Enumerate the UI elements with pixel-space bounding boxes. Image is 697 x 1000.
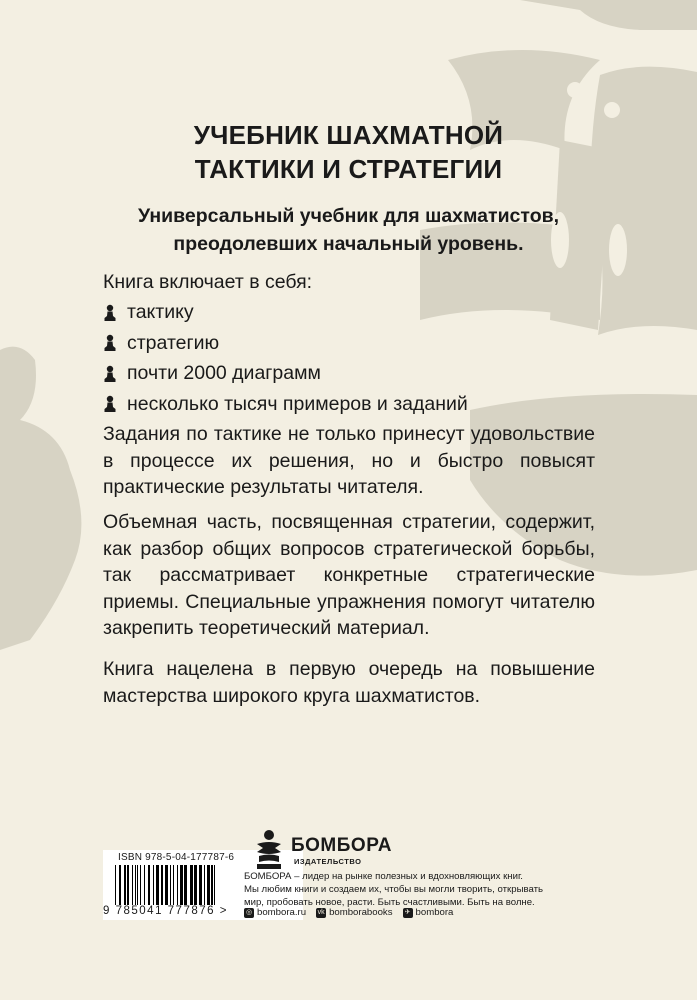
barcode [113,865,241,905]
description-line: Мы любим книги и создаем их, чтобы вы могли творить, открывать [244,884,543,895]
social-handle: bombora.ru [257,907,307,918]
barcode-bar [170,865,171,905]
publisher-description [244,870,594,909]
barcode-bar [153,865,154,905]
barcode-bar [127,865,129,905]
bombora-logo-icon [253,828,285,870]
barcode-bar [204,865,205,905]
vk-icon: vk [317,908,325,916]
social-handle: bomborabooks [329,907,393,918]
barcode-bar [214,865,215,905]
social-handle: bombora [415,907,454,918]
title-line: УЧЕБНИК ШАХМАТНОЙ [193,120,504,150]
social-telegram[interactable] [403,907,454,918]
list-item [103,358,468,389]
publisher-name: БОМБОРА [291,835,392,856]
barcode-bar [180,865,183,905]
feature-list [103,297,468,419]
description-line: мир, пробовать новое, расти. Быть счастливыми. Быть на волне. [244,897,535,908]
description-line: БОМБОРА – лидер на рынке полезных и вдохновляющих книг. [244,871,523,882]
pawn-icon [103,334,117,351]
publisher-tagline: ИЗДАТЕЛЬСТВО [294,857,362,866]
list-item-label: тактику [127,301,194,323]
paragraph-strategy: Объемная часть, посвященная стратегии, содержит, как разбор общих вопросов стратегической борьбы, так рассматривает конкретные стратегические приемы. Специальные упражнения помогут читателю закрепить теоретический материал. [103,511,595,639]
pawn-icon [103,365,117,382]
barcode-bar [165,865,168,905]
barcode-bar [140,865,141,905]
barcode-bar [144,865,145,905]
social-instagram[interactable] [244,907,306,918]
pawn-icon [103,304,117,321]
barcode-bar [173,865,174,905]
list-item [103,297,468,328]
barcode-bar [184,865,187,905]
social-links [244,907,453,918]
isbn-label: ISBN 978-5-04-177787-6 [118,852,235,863]
barcode-bar [211,865,213,905]
isbn-digits: 9 785041 777876 > [103,905,228,917]
barcode-bar [135,865,136,905]
list-item-label: стратегию [127,331,220,354]
paragraph-tactics: Задания по тактике не только принесут удовольствие в процессе их решения, но и быстро повысят практические результаты читателя. [103,423,595,498]
title-line: ТАКТИКИ И СТРАТЕГИИ [194,154,503,184]
paragraph-audience: Книга нацелена в первую очередь на повышение мастерства широкого круга шахматистов. [103,658,595,707]
subtitle-line: преодолевших начальный уровень. [173,233,524,255]
book-subtitle [0,202,697,258]
barcode-bar [119,865,121,905]
barcode-bar [177,865,178,905]
barcode-bar [137,865,138,905]
barcode-bar [190,865,193,905]
list-item [103,328,468,359]
instagram-icon: ◎ [245,908,253,916]
list-item-label: несколько тысяч примеров и заданий [127,392,468,415]
barcode-bar [156,865,159,905]
social-vk[interactable] [316,907,392,918]
telegram-icon: ✈ [403,908,413,918]
barcode-bar [148,865,150,905]
barcode-bar [207,865,210,905]
barcode-bar [161,865,163,905]
barcode-bar [124,865,126,905]
barcode-bar [199,865,202,905]
barcode-bar [115,865,116,905]
subtitle-line: Универсальный учебник для шахматистов, [137,205,560,227]
list-item [103,389,468,420]
list-item-label: почти 2000 диаграмм [127,362,321,384]
pawn-icon [103,395,117,412]
barcode-bar [194,865,197,905]
book-title [0,118,697,186]
barcode-bar [132,865,133,905]
intro-text: Книга включает в себя: [103,271,313,293]
